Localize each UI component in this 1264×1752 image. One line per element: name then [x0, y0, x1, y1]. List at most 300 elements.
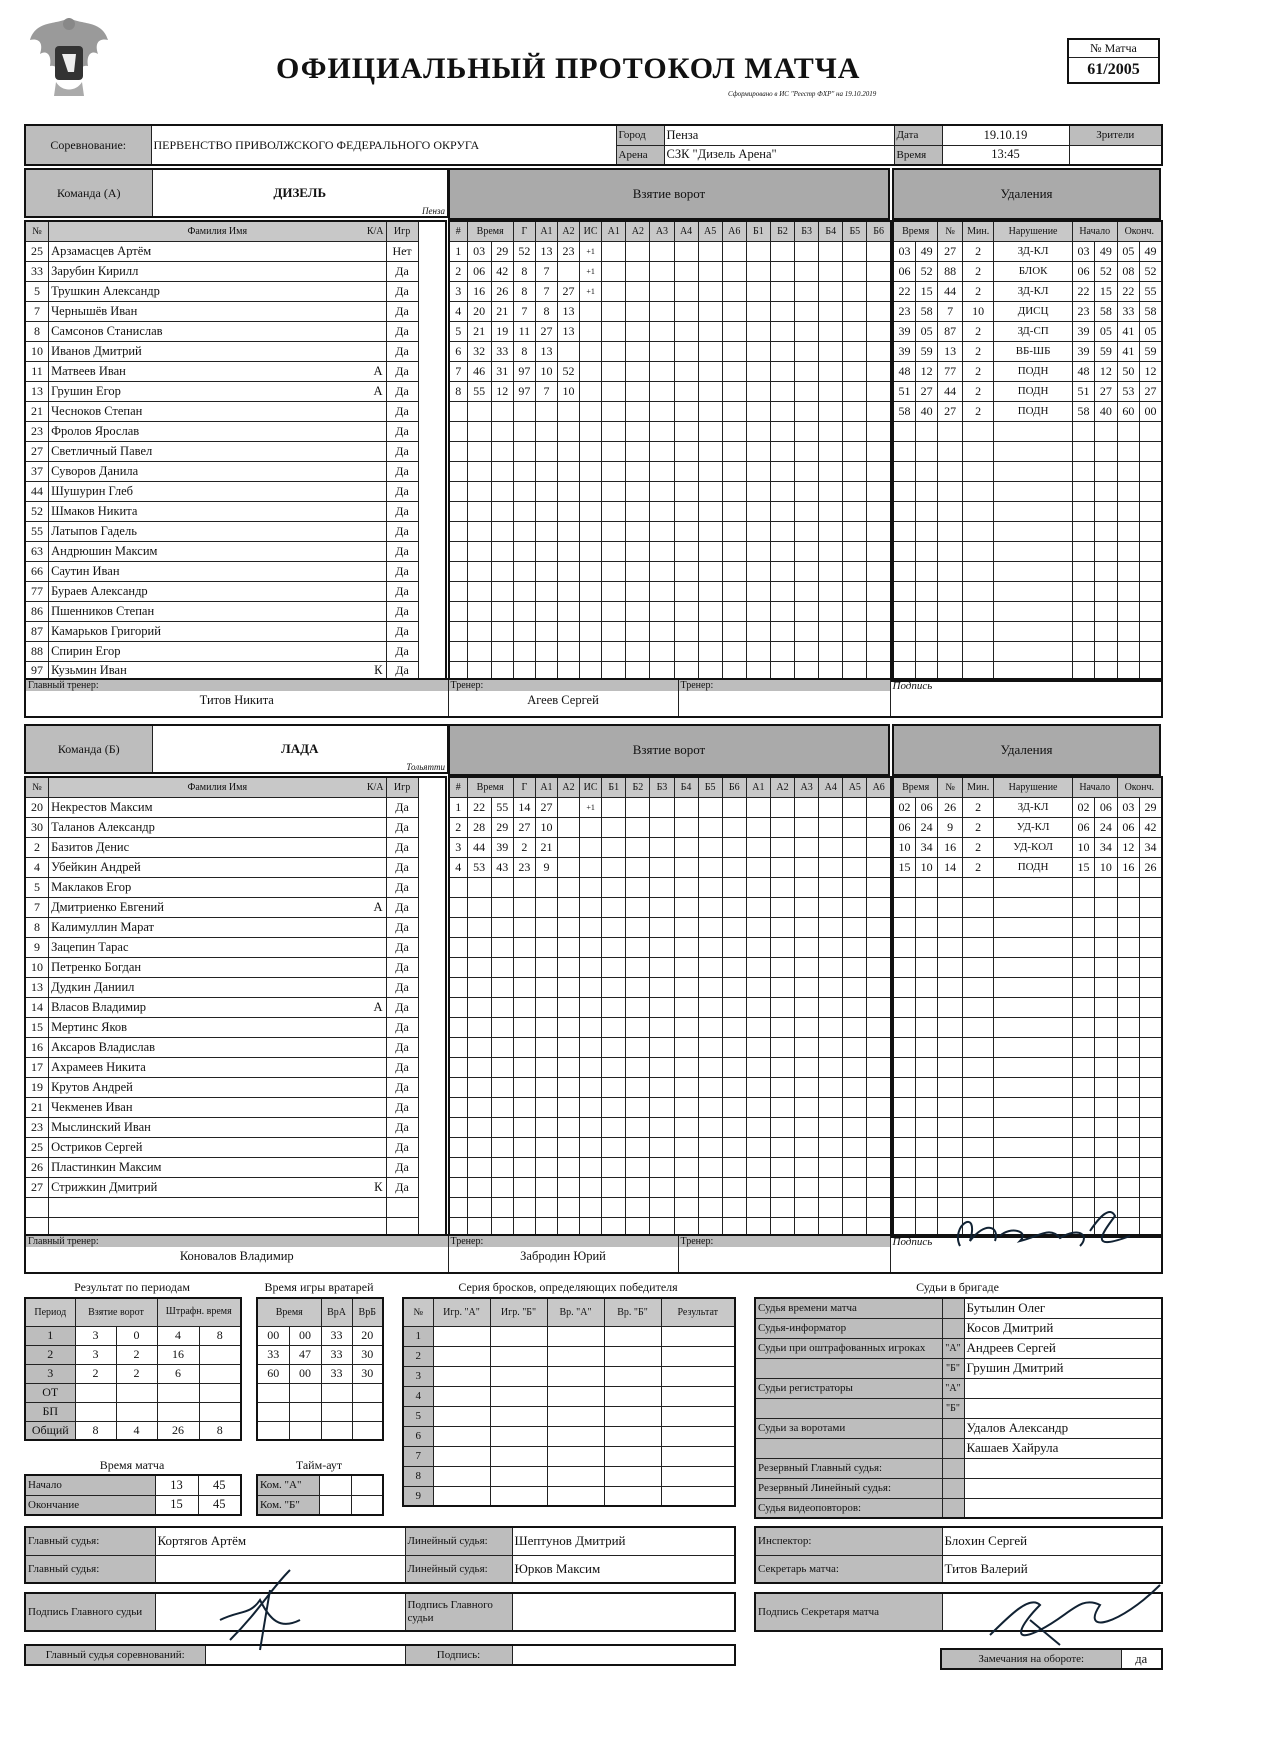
penalty-cell: 2 [962, 341, 993, 361]
team_b-label: Команда (Б) [25, 725, 152, 773]
player-played: Да [386, 401, 418, 421]
penalty-row [893, 837, 1162, 857]
player-played: Да [386, 381, 418, 401]
player-captain-mark: А [373, 999, 383, 1014]
player-played: Да [386, 561, 418, 581]
goal-cell: 20 [467, 301, 491, 321]
pen-h: № [938, 777, 963, 797]
penalty-cell: 06 [915, 797, 937, 817]
goal-cell: 13 [535, 341, 557, 361]
comp-sign-label: Подпись: [405, 1645, 512, 1665]
period-cell [157, 1383, 199, 1402]
penalty-row [893, 301, 1162, 321]
player-number: 21 [25, 1097, 49, 1117]
penalty-row [893, 997, 1162, 1017]
goal-row [449, 977, 891, 997]
end-label: Окончание [25, 1495, 155, 1515]
goal-row [449, 997, 891, 1017]
player-name: Чесноков Степан [51, 403, 143, 418]
penalty-cell: 34 [915, 837, 937, 857]
goal-row [449, 521, 891, 541]
goal-h: Б5 [698, 777, 722, 797]
team_a-penalties-title: Удаления [892, 168, 1161, 220]
player-played: Да [386, 937, 418, 957]
goal-cell: 27 [535, 321, 557, 341]
start-label: Начало [25, 1475, 155, 1495]
shootout-num: 6 [403, 1426, 433, 1446]
goal-cell: 1 [449, 797, 467, 817]
shootout-num: 9 [403, 1486, 433, 1506]
player-number: 33 [25, 261, 49, 281]
penalty-row [893, 601, 1162, 621]
player-captain-mark: А [373, 899, 383, 914]
player-played: Да [386, 917, 418, 937]
player-name: Калимуллин Марат [51, 919, 155, 934]
pen-h: Мин. [962, 777, 993, 797]
player-captain-mark: К [374, 663, 383, 678]
player-played: Да [386, 1037, 418, 1057]
goal-row [449, 957, 891, 977]
penalty-cell: 00 [1140, 401, 1162, 421]
penalty-cell: 03 [1117, 797, 1139, 817]
period-cell: 3 [75, 1345, 116, 1364]
goal-h: ИС [580, 777, 602, 797]
penalty-row [893, 561, 1162, 581]
gk-cell [289, 1383, 321, 1402]
penalty-row [893, 521, 1162, 541]
timeout-b-label: Ком. "Б" [257, 1495, 319, 1515]
penalty-cell: 10 [1095, 857, 1117, 877]
period-cell [75, 1402, 116, 1421]
match-info [24, 124, 1163, 166]
roster-row [25, 421, 446, 441]
penalty-cell: 03 [1072, 241, 1094, 261]
player-number: 23 [25, 421, 49, 441]
player-played: Да [386, 897, 418, 917]
penalty-row [893, 877, 1162, 897]
roster-row [25, 381, 446, 401]
city: Пенза [664, 125, 894, 145]
period-cell: Общий [25, 1421, 75, 1440]
goal-h: А1 [535, 777, 557, 797]
penalty-cell: 39 [893, 321, 915, 341]
goal-cell: 22 [467, 797, 491, 817]
penalty-row [893, 817, 1162, 837]
penalty-cell: 39 [1072, 321, 1094, 341]
goal-h: А6 [867, 777, 891, 797]
roster-row [25, 281, 446, 301]
period-cell: 3 [25, 1364, 75, 1383]
period-row [25, 1383, 241, 1402]
goal-cell: 53 [467, 857, 491, 877]
goal-cell: 6 [449, 341, 467, 361]
player-number: 25 [25, 241, 49, 261]
player-name: Бураев Александр [51, 583, 148, 598]
team_a-head-coach: Титов Никита [199, 693, 274, 707]
goal-cell [557, 837, 579, 857]
player-number: 8 [25, 321, 49, 341]
goal-row [449, 1177, 891, 1197]
player-played: Да [386, 521, 418, 541]
penalty-cell: 2 [962, 281, 993, 301]
roster-row [25, 1177, 446, 1197]
penalty-cell: 34 [1095, 837, 1117, 857]
goal-row [449, 621, 891, 641]
player-name: Чернышёв Иван [51, 303, 138, 318]
goal-cell: 27 [513, 817, 535, 837]
gk-cell: 20 [352, 1326, 383, 1345]
pen-h: Время [893, 221, 938, 241]
goal-cell: 7 [535, 281, 557, 301]
penalty-cell: 06 [1072, 261, 1094, 281]
penalty-cell: 15 [1072, 857, 1094, 877]
goal-cell: 29 [491, 817, 513, 837]
player-number: 10 [25, 957, 49, 977]
team_a-goals-table [448, 220, 892, 682]
goal-cell: 7 [513, 301, 535, 321]
penalty-cell: 77 [938, 361, 963, 381]
goal-row [449, 541, 891, 561]
player-name: Светличный Павел [51, 443, 153, 458]
official-row [755, 1438, 1162, 1458]
player-name: Самсонов Станислав [51, 323, 163, 338]
goal-cell: 28 [467, 817, 491, 837]
player-number: 4 [25, 857, 49, 877]
penalty-cell: 2 [962, 857, 993, 877]
penalty-cell: ЗД-КЛ [994, 241, 1072, 261]
penalty-cell: 2 [962, 401, 993, 421]
gk-cell: 33 [321, 1364, 352, 1383]
penalty-cell: 29 [1140, 797, 1162, 817]
shootout-num: 8 [403, 1466, 433, 1486]
roster-row [25, 341, 446, 361]
gk-cell [289, 1421, 321, 1440]
official-side [942, 1438, 964, 1458]
player-played: Да [386, 1137, 418, 1157]
goal-cell: 44 [467, 837, 491, 857]
gk-cell: 33 [321, 1326, 352, 1345]
penalty-row [893, 1137, 1162, 1157]
gk-h: ВрБ [352, 1298, 383, 1326]
team_b-h-num: № [25, 777, 49, 797]
roster-row [25, 401, 446, 421]
periods-title: Результат по периодам [74, 1280, 190, 1294]
roster-row [25, 797, 446, 817]
penalty-cell: 60 [1117, 401, 1139, 421]
secretary: Титов Валерий [942, 1555, 1162, 1583]
goal-cell: +1 [580, 261, 602, 281]
roster-row [25, 1117, 446, 1137]
player-number: 88 [25, 641, 49, 661]
pen-h: Мин. [962, 221, 993, 241]
shootout-h: Результат [661, 1298, 735, 1326]
goal-h: Б6 [722, 777, 746, 797]
player-number: 10 [25, 341, 49, 361]
penalty-cell: 12 [1117, 837, 1139, 857]
goal-cell: 43 [491, 857, 513, 877]
penalty-cell: ПОДН [994, 381, 1072, 401]
goal-row [449, 601, 891, 621]
roster-row [25, 241, 446, 261]
goal-row [449, 1097, 891, 1117]
goal-cell [580, 301, 602, 321]
team_b-head-coach: Коновалов Владимир [179, 1249, 294, 1263]
goal-cell [580, 361, 602, 381]
goal-h: А2 [770, 777, 794, 797]
gk-cell: 33 [321, 1345, 352, 1364]
penalty-cell: 59 [1095, 341, 1117, 361]
penalty-cell: 27 [1095, 381, 1117, 401]
penalty-cell: 52 [1140, 261, 1162, 281]
player-played: Да [386, 797, 418, 817]
penalty-cell: 58 [915, 301, 937, 321]
remarks: да [1121, 1649, 1162, 1669]
player-played: Да [386, 837, 418, 857]
goal-cell: 5 [449, 321, 467, 341]
player-name: Стрижкин Дмитрий [51, 1179, 158, 1194]
goal-row [449, 1037, 891, 1057]
goal-cell [580, 857, 602, 877]
penalty-cell: 27 [938, 241, 963, 261]
gk-cell: 30 [352, 1345, 383, 1364]
penalty-cell: 58 [1095, 301, 1117, 321]
gk-cell [321, 1402, 352, 1421]
timeout-title: Тайм-аут [295, 1458, 343, 1472]
period-cell [75, 1383, 116, 1402]
goal-cell: 03 [467, 241, 491, 261]
start-hours: 13 [155, 1475, 198, 1495]
period-cell [116, 1383, 157, 1402]
player-name: Шмаков Никита [51, 503, 138, 518]
team_b-city: Тольятти [406, 762, 445, 772]
official-side: "А" [942, 1338, 964, 1358]
goal-row [449, 1077, 891, 1097]
roster-row [25, 1037, 446, 1057]
player-name: Остриков Сергей [51, 1139, 143, 1154]
penalty-cell: 49 [1140, 241, 1162, 261]
goal-h: Б6 [867, 221, 891, 241]
team_a-sign-label: Подпись [890, 679, 1162, 717]
official-role [755, 1358, 942, 1378]
player-name: Маклаков Егор [51, 879, 132, 894]
date: 19.10.19 [942, 125, 1069, 145]
penalty-row [893, 797, 1162, 817]
shootout-h: Игр. "Б" [490, 1298, 547, 1326]
team_b-goals-table [448, 776, 892, 1238]
goal-cell [580, 817, 602, 837]
official-name: Бутылин Олег [964, 1298, 1162, 1318]
goal-h: А1 [746, 777, 770, 797]
period-row [25, 1421, 241, 1440]
player-played: Да [386, 1157, 418, 1177]
goal-cell: 10 [557, 381, 579, 401]
penalty-row [893, 957, 1162, 977]
penalty-cell: 50 [1117, 361, 1139, 381]
official-side: "Б" [942, 1358, 964, 1378]
goal-cell [557, 817, 579, 837]
period-cell: 2 [25, 1345, 75, 1364]
goal-cell: 2 [449, 261, 467, 281]
penalty-cell: 06 [893, 817, 915, 837]
official-role: Судьи за воротами [755, 1418, 942, 1438]
player-played: Да [386, 461, 418, 481]
penalty-row [893, 461, 1162, 481]
penalty-cell: 12 [915, 361, 937, 381]
team_b-header [24, 724, 449, 774]
goal-cell [557, 341, 579, 361]
period-cell [199, 1364, 241, 1383]
penalty-cell: 48 [1072, 361, 1094, 381]
official-side [942, 1498, 964, 1518]
player-played: Да [386, 661, 418, 681]
player-name: Кузьмин Иван [51, 663, 127, 678]
player-number: 5 [25, 281, 49, 301]
goal-cell [580, 321, 602, 341]
penalty-cell: 2 [962, 837, 993, 857]
period-h: Взятие ворот [75, 1298, 157, 1326]
player-name: Пшенников Степан [51, 603, 155, 618]
player-played: Да [386, 441, 418, 461]
player-played: Да [386, 1077, 418, 1097]
period-cell: 2 [116, 1345, 157, 1364]
goal-h: Б5 [843, 221, 867, 241]
penalty-cell: 51 [1072, 381, 1094, 401]
official-role [755, 1398, 942, 1418]
player-name: Фролов Ярослав [51, 423, 140, 438]
penalty-row [893, 281, 1162, 301]
goal-cell: 1 [449, 241, 467, 261]
shootout-row [403, 1426, 735, 1446]
period-row [25, 1402, 241, 1421]
team_a-coach-label: Тренер: [449, 680, 678, 691]
secretary-label: Секретарь матча: [755, 1555, 942, 1583]
goal-row [449, 797, 891, 817]
goal-row [449, 301, 891, 321]
penalty-cell: 27 [938, 401, 963, 421]
penalty-row [893, 481, 1162, 501]
team_a-penalties-table [892, 220, 1163, 682]
official-row [755, 1318, 1162, 1338]
penalty-row [893, 1097, 1162, 1117]
officials-title: Судьи в бригаде [916, 1280, 999, 1294]
secretary-signature [980, 1575, 1170, 1655]
roster-row [25, 1057, 446, 1077]
player-name: Некрестов Максим [51, 799, 153, 814]
goal-cell [557, 857, 579, 877]
penalty-cell: ПОДН [994, 361, 1072, 381]
team_a-header [24, 168, 449, 218]
main-ref-signature [200, 1560, 330, 1660]
player-name: Матвеев Иван [51, 363, 126, 378]
goal-cell: 10 [535, 361, 557, 381]
player-played: Да [386, 1177, 418, 1197]
gk-row [257, 1383, 383, 1402]
roster-row [25, 857, 446, 877]
official-row [755, 1338, 1162, 1358]
penalty-row [893, 501, 1162, 521]
penalty-cell: 53 [1117, 381, 1139, 401]
shootout-row [403, 1486, 735, 1506]
official-row [755, 1398, 1162, 1418]
goal-cell: 26 [491, 281, 513, 301]
period-cell: ОТ [25, 1383, 75, 1402]
roster-row [25, 461, 446, 481]
penalty-row [893, 1057, 1162, 1077]
penalty-cell: 87 [938, 321, 963, 341]
period-cell: 8 [199, 1326, 241, 1345]
pen-h: Начало [1072, 777, 1117, 797]
generated-note: Сформировано в ИС "Реестр ФХР" на 19.10.2019 [728, 90, 877, 98]
player-number: 17 [25, 1057, 49, 1077]
arena-label: Арена [616, 145, 664, 165]
period-row [25, 1364, 241, 1383]
penalty-cell: 52 [915, 261, 937, 281]
referees-table [24, 1526, 736, 1584]
official-role: Резервный Линейный судья: [755, 1478, 942, 1498]
gk-cell [257, 1383, 289, 1402]
goal-cell: 7 [535, 261, 557, 281]
roster-row [25, 521, 446, 541]
goal-cell: 46 [467, 361, 491, 381]
player-name: Пластинкин Максим [51, 1159, 162, 1174]
team_b-goals-title: Взятие ворот [448, 724, 890, 776]
team_a-h-name: Фамилия Имя [187, 225, 248, 237]
goal-cell: 8 [513, 341, 535, 361]
penalty-cell: 22 [1117, 281, 1139, 301]
goal-h: Время [467, 221, 513, 241]
goal-h: # [449, 221, 467, 241]
time-label: Время [894, 145, 942, 165]
period-cell: 2 [75, 1364, 116, 1383]
main-ref-sign-label-2: Подпись Главного судьи [405, 1593, 512, 1631]
team_a-coaches [24, 678, 1163, 718]
goal-cell: 7 [535, 381, 557, 401]
penalty-cell: УД-КЛ [994, 817, 1072, 837]
goal-h: А4 [674, 221, 698, 241]
period-cell: 16 [157, 1345, 199, 1364]
roster-row [25, 1137, 446, 1157]
goal-cell: 55 [467, 381, 491, 401]
goal-cell: 42 [491, 261, 513, 281]
period-cell [157, 1402, 199, 1421]
penalty-cell: 24 [1095, 817, 1117, 837]
shootout-title: Серия бросков, определяющих победителя [458, 1280, 678, 1294]
gk-row [257, 1402, 383, 1421]
linesman-label-1: Линейный судья: [405, 1527, 512, 1555]
goal-h: А6 [722, 221, 746, 241]
pen-h: Оконч. [1117, 221, 1162, 241]
player-name: Арзамасцев Артём [51, 243, 152, 258]
roster-row [25, 817, 446, 837]
penalty-row [893, 917, 1162, 937]
goal-h: Б3 [795, 221, 819, 241]
roster-row [25, 897, 446, 917]
goal-cell: 12 [491, 381, 513, 401]
penalty-row [893, 381, 1162, 401]
goal-h: Б4 [674, 777, 698, 797]
period-cell: 26 [157, 1421, 199, 1440]
shootout-row [403, 1466, 735, 1486]
penalty-cell: 06 [1117, 817, 1139, 837]
player-number: 63 [25, 541, 49, 561]
goal-row [449, 917, 891, 937]
penalty-cell: 59 [1140, 341, 1162, 361]
goal-row [449, 641, 891, 661]
main-ref-label-1: Главный судья: [25, 1527, 155, 1555]
penalty-cell: 2 [962, 817, 993, 837]
goal-row [449, 877, 891, 897]
team_a-goals-title: Взятие ворот [448, 168, 890, 220]
